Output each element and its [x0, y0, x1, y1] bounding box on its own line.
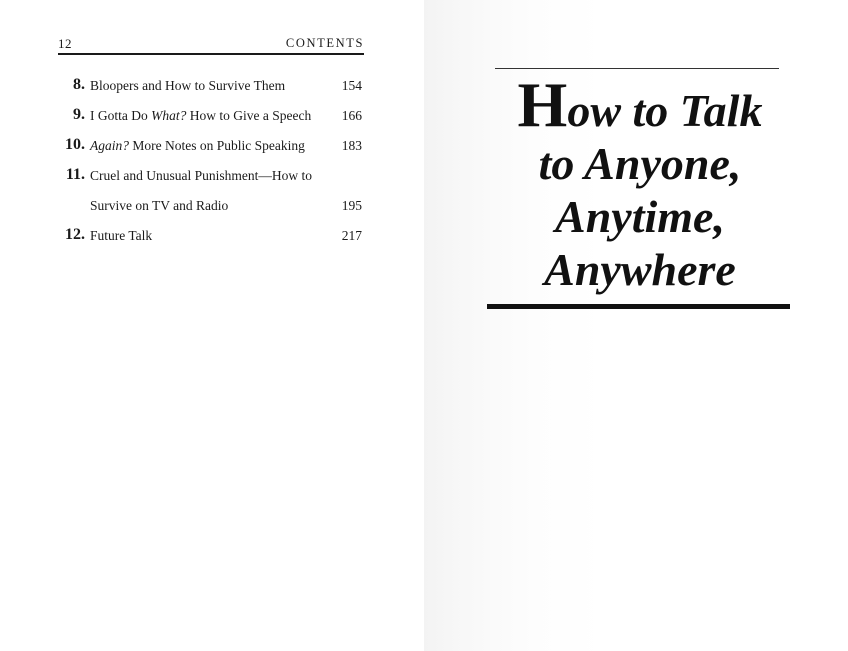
table-of-contents — [58, 74, 364, 254]
chapter-page: 217 — [341, 228, 362, 243]
book-title — [470, 69, 810, 296]
chapter-title-emphasis: What? — [151, 108, 187, 123]
toc-entry-11-continued — [58, 194, 364, 224]
chapter-title-part: How to Give a Speech — [186, 108, 312, 123]
chapter-page: 195 — [341, 198, 362, 213]
running-head — [58, 36, 364, 52]
toc-entry-11 — [58, 164, 364, 194]
chapter-title: Future Talk — [90, 228, 153, 243]
chapter-number: 9. — [73, 106, 85, 123]
toc-entry-9 — [58, 104, 364, 134]
chapter-page: 183 — [341, 138, 362, 153]
chapter-number: 11. — [65, 166, 85, 183]
chapter-title-emphasis: Again? — [90, 138, 129, 153]
title-dropcap: H — [517, 69, 568, 140]
chapter-number: 10. — [65, 136, 85, 153]
title-bottom-rule — [487, 304, 790, 309]
chapter-title — [90, 135, 305, 157]
chapter-number: 12. — [65, 226, 85, 243]
section-heading: CONTENTS — [285, 36, 364, 50]
page-number: 12 — [58, 36, 72, 51]
chapter-title-part: I Gotta Do — [90, 108, 152, 123]
chapter-page: 166 — [341, 108, 362, 123]
title-line-1 — [470, 69, 810, 140]
title-line-4: Anywhere — [544, 244, 736, 295]
title-line-1-rest: ow to Talk — [567, 85, 763, 136]
title-line-2: to Anyone, — [538, 138, 742, 189]
chapter-title — [90, 105, 311, 127]
chapter-page: 154 — [341, 78, 362, 93]
running-head-rule — [58, 53, 364, 55]
toc-entry-8 — [58, 74, 364, 104]
toc-entry-10 — [58, 134, 364, 164]
chapter-title-continued: Survive on TV and Radio — [90, 198, 229, 213]
chapter-number: 8. — [73, 76, 85, 93]
chapter-title: Cruel and Unusual Punishment—How to — [90, 168, 312, 183]
title-line-3: Anytime, — [555, 191, 725, 242]
chapter-title: Bloopers and How to Survive Them — [90, 78, 286, 93]
chapter-title-part: More Notes on Public Speaking — [129, 138, 305, 153]
toc-entry-12 — [58, 224, 364, 254]
